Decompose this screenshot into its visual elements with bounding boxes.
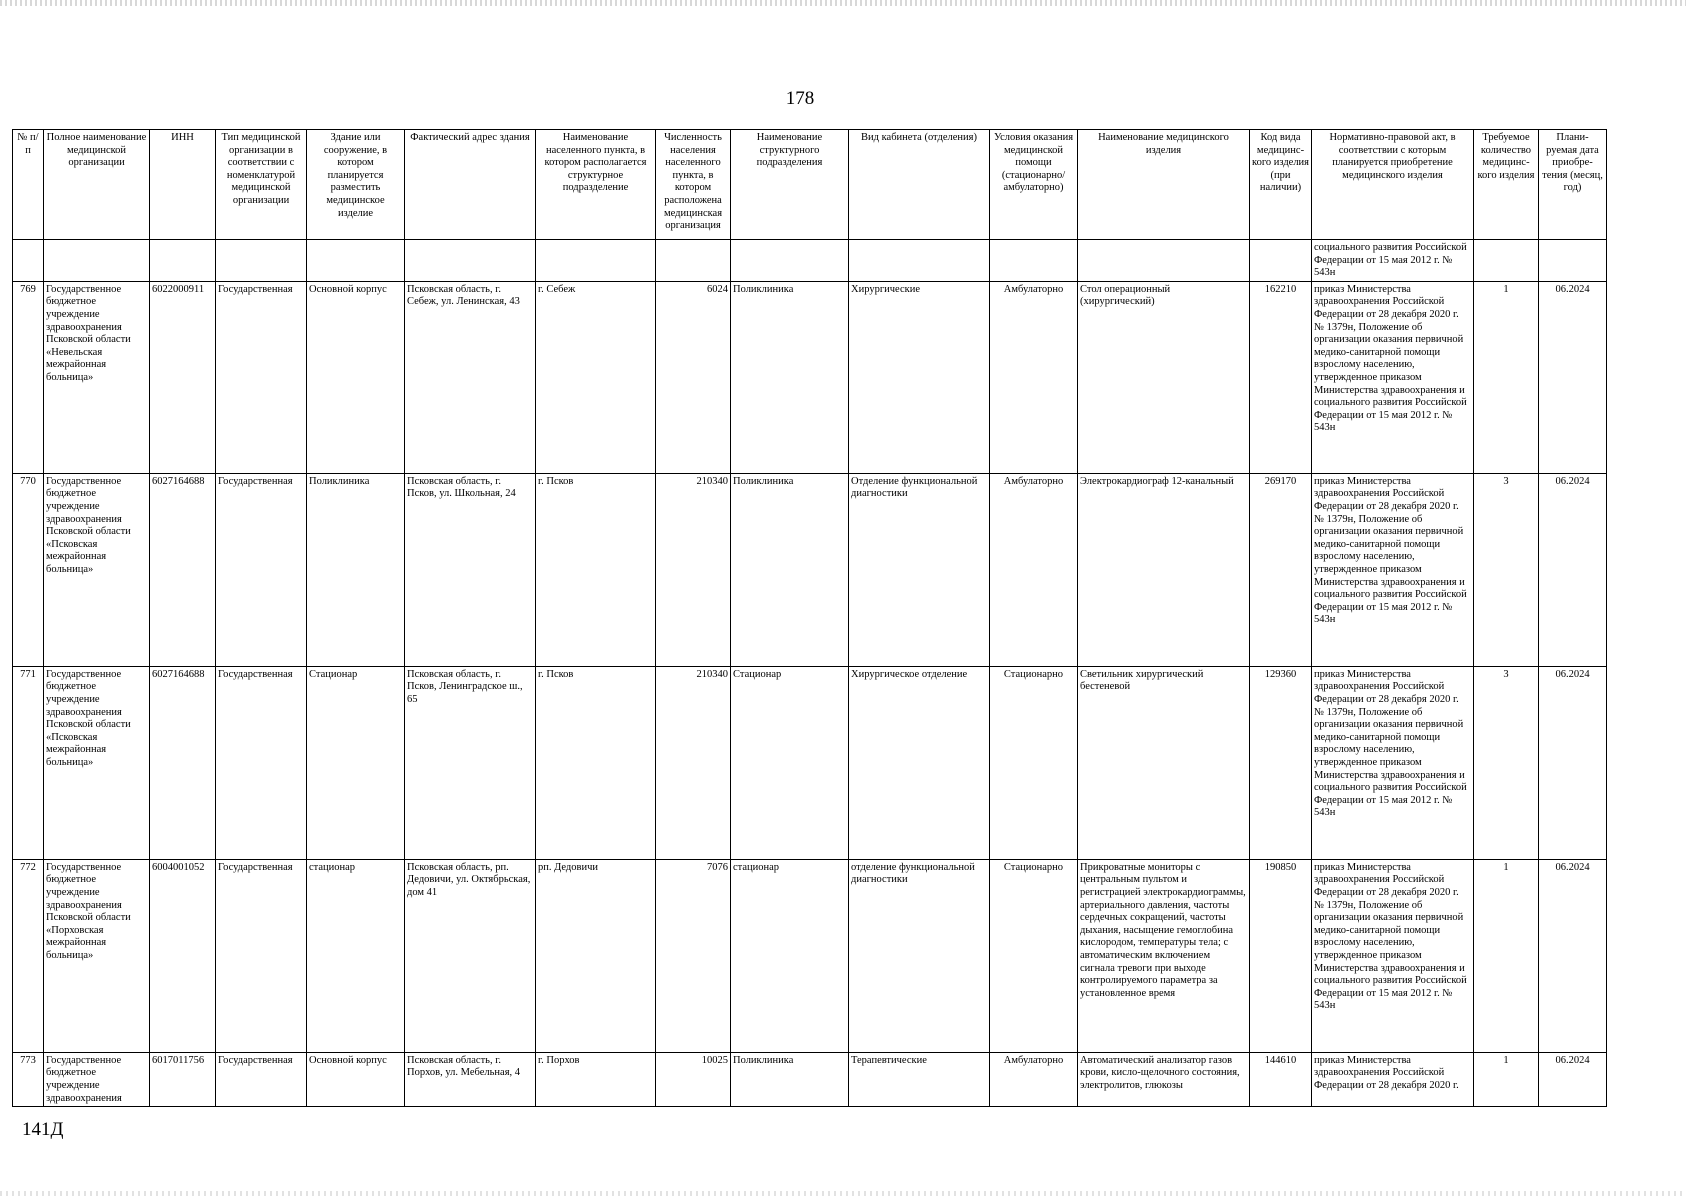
population-cell: 7076 bbox=[656, 859, 731, 1052]
device-cell: Электрокардиограф 12-канальный bbox=[1078, 473, 1250, 666]
population-cell: 10025 bbox=[656, 1052, 731, 1106]
inn-cell: 6017011756 bbox=[150, 1052, 216, 1106]
quantity-cell: 1 bbox=[1474, 281, 1539, 473]
device-code-cell: 144610 bbox=[1250, 1052, 1312, 1106]
column-header: № п/п bbox=[13, 130, 44, 240]
row-number-cell: 769 bbox=[13, 281, 44, 473]
population-cell: 210340 bbox=[656, 666, 731, 859]
cabinet-cell: Терапевтические bbox=[849, 1052, 990, 1106]
column-header: Наименование населенного пункта, в котором располагается структурное подразделение bbox=[536, 130, 656, 240]
act-cell: приказ Министерства здравоохранения Российской Федерации от 28 декабря 2020 г. bbox=[1312, 1052, 1474, 1106]
unit-cell: Поликлиника bbox=[731, 281, 849, 473]
inn-cell: 6022000911 bbox=[150, 281, 216, 473]
address-cell: Псковская область, г. Псков, ул. Школьная, 24 bbox=[405, 473, 536, 666]
column-header: Наименование структурного подразделения bbox=[731, 130, 849, 240]
date-cell: 06.2024 bbox=[1539, 666, 1607, 859]
building-cell: Основной корпус bbox=[307, 1052, 405, 1106]
table-header-row bbox=[13, 130, 1607, 240]
unit-cell: Поликлиника bbox=[731, 473, 849, 666]
column-header: Здание или сооружение, в котором планируется разместить медицинское изделие bbox=[307, 130, 405, 240]
conditions-cell: Амбулаторно bbox=[990, 1052, 1078, 1106]
locality-cell: г. Псков bbox=[536, 666, 656, 859]
cabinet-cell: отделение функциональной диагностики bbox=[849, 859, 990, 1052]
table-row bbox=[13, 281, 1607, 473]
page-number: 178 bbox=[785, 88, 815, 109]
device-cell: Светильник хирургический бестеневой bbox=[1078, 666, 1250, 859]
table-row bbox=[13, 1052, 1607, 1106]
organization-cell: Государственное бюджетное учреждение здравоохранения bbox=[44, 1052, 150, 1106]
column-header: Код вида медицинс-кого изделия (при наличии) bbox=[1250, 130, 1312, 240]
act-cell: приказ Министерства здравоохранения Российской Федерации от 28 декабря 2020 г. № 1379н, Положение об организации оказания первичной медико-санитарной помощи взрослому населению, утвержденное приказом Министерства здравоохранения и социального развития Российской Федерации от 15 мая 2012 г. № 543н bbox=[1312, 281, 1474, 473]
inn-cell: 6004001052 bbox=[150, 859, 216, 1052]
date-cell: 06.2024 bbox=[1539, 473, 1607, 666]
column-header: Вид кабинета (отделения) bbox=[849, 130, 990, 240]
locality-cell: г. Псков bbox=[536, 473, 656, 666]
act-cell: приказ Министерства здравоохранения Российской Федерации от 28 декабря 2020 г. № 1379н, Положение об организации оказания первичной медико-санитарной помощи взрослому населению, утвержденное приказом Министерства здравоохранения и социального развития Российской Федерации от 15 мая 2012 г. № 543н bbox=[1312, 473, 1474, 666]
scan-edge-top bbox=[0, 0, 1686, 6]
column-header: Плани-руемая дата приобре-тения (месяц, год) bbox=[1539, 130, 1607, 240]
unit-cell: стационар bbox=[731, 859, 849, 1052]
act-cell: социального развития Российской Федерации от 15 мая 2012 г. № 543н bbox=[1312, 240, 1474, 282]
address-cell: Псковская область, г. Псков, Ленинградское ш., 65 bbox=[405, 666, 536, 859]
building-cell: Стационар bbox=[307, 666, 405, 859]
org-type-cell: Государственная bbox=[216, 859, 307, 1052]
date-cell: 06.2024 bbox=[1539, 1052, 1607, 1106]
building-cell: стационар bbox=[307, 859, 405, 1052]
date-cell: 06.2024 bbox=[1539, 859, 1607, 1052]
column-header: Условия оказания медицинской помощи (стационарно/ амбулаторно) bbox=[990, 130, 1078, 240]
conditions-cell: Стационарно bbox=[990, 666, 1078, 859]
device-cell: Стол операционный (хирургический) bbox=[1078, 281, 1250, 473]
conditions-cell: Стационарно bbox=[990, 859, 1078, 1052]
population-cell: 6024 bbox=[656, 281, 731, 473]
device-cell: Прикроватные мониторы с центральным пультом и регистрацией электрокардиограммы, артериального давления, частоты сердечных сокращений, частоты дыхания, насыщение гемоглобина кислородом, температуры тела; с автоматическим включением сигнала тревоги при выходе контролируемого параметра за установленное время bbox=[1078, 859, 1250, 1052]
org-type-cell: Государственная bbox=[216, 281, 307, 473]
row-number-cell: 770 bbox=[13, 473, 44, 666]
organization-cell: Государственное бюджетное учреждение здравоохранения Псковской области «Порховская межрайонная больница» bbox=[44, 859, 150, 1052]
org-type-cell: Государственная bbox=[216, 473, 307, 666]
column-header: Численность населения населенного пункта, в котором расположена медицинская организация bbox=[656, 130, 731, 240]
act-cell: приказ Министерства здравоохранения Российской Федерации от 28 декабря 2020 г. № 1379н, Положение об организации оказания первичной медико-санитарной помощи взрослому населению, утвержденное приказом Министерства здравоохранения и социального развития Российской Федерации от 15 мая 2012 г. № 543н bbox=[1312, 666, 1474, 859]
device-code-cell: 190850 bbox=[1250, 859, 1312, 1052]
table-row bbox=[13, 473, 1607, 666]
org-type-cell: Государственная bbox=[216, 1052, 307, 1106]
device-code-cell: 269170 bbox=[1250, 473, 1312, 666]
cabinet-cell: Отделение функциональной диагностики bbox=[849, 473, 990, 666]
conditions-cell: Амбулаторно bbox=[990, 281, 1078, 473]
act-cell: приказ Министерства здравоохранения Российской Федерации от 28 декабря 2020 г. № 1379н, Положение об организации оказания первичной медико-санитарной помощи взрослому населению, утвержденное приказом Министерства здравоохранения и социального развития Российской Федерации от 15 мая 2012 г. № 543н bbox=[1312, 859, 1474, 1052]
address-cell: Псковская область, г. Порхов, ул. Мебельная, 4 bbox=[405, 1052, 536, 1106]
locality-cell: рп. Дедовичи bbox=[536, 859, 656, 1052]
scan-edge-bottom bbox=[0, 1191, 1686, 1196]
building-cell: Поликлиника bbox=[307, 473, 405, 666]
locality-cell: г. Себеж bbox=[536, 281, 656, 473]
table-row bbox=[13, 859, 1607, 1052]
device-code-cell: 129360 bbox=[1250, 666, 1312, 859]
inn-cell: 6027164688 bbox=[150, 666, 216, 859]
row-number-cell: 771 bbox=[13, 666, 44, 859]
cabinet-cell: Хирургическое отделение bbox=[849, 666, 990, 859]
column-header: Нормативно-правовой акт, в соответствии с которым планируется приобретение медицинского изделия bbox=[1312, 130, 1474, 240]
date-cell: 06.2024 bbox=[1539, 281, 1607, 473]
row-number-cell: 772 bbox=[13, 859, 44, 1052]
population-cell: 210340 bbox=[656, 473, 731, 666]
conditions-cell: Амбулаторно bbox=[990, 473, 1078, 666]
column-header: Тип медицинской организации в соответствии с номенклатурой медицинской организации bbox=[216, 130, 307, 240]
quantity-cell: 1 bbox=[1474, 859, 1539, 1052]
quantity-cell: 3 bbox=[1474, 473, 1539, 666]
column-header: Полное наименование медицинской организации bbox=[44, 130, 150, 240]
organization-cell: Государственное бюджетное учреждение здравоохранения Псковской области «Невельская межрайонная больница» bbox=[44, 281, 150, 473]
document-footer-code: 141Д bbox=[22, 1119, 64, 1140]
row-number-cell: 773 bbox=[13, 1052, 44, 1106]
quantity-cell: 1 bbox=[1474, 1052, 1539, 1106]
column-header: Фактический адрес здания bbox=[405, 130, 536, 240]
address-cell: Псковская область, г. Себеж, ул. Ленинская, 43 bbox=[405, 281, 536, 473]
cabinet-cell: Хирургические bbox=[849, 281, 990, 473]
continuation-row bbox=[13, 240, 1607, 282]
device-code-cell: 162210 bbox=[1250, 281, 1312, 473]
organization-cell: Государственное бюджетное учреждение здравоохранения Псковской области «Псковская межрайонная больница» bbox=[44, 473, 150, 666]
locality-cell: г. Порхов bbox=[536, 1052, 656, 1106]
unit-cell: Поликлиника bbox=[731, 1052, 849, 1106]
column-header: Требуемое количество медицинс-кого изделия bbox=[1474, 130, 1539, 240]
address-cell: Псковская область, рп. Дедовичи, ул. Октябрьская, дом 41 bbox=[405, 859, 536, 1052]
unit-cell: Стационар bbox=[731, 666, 849, 859]
inn-cell: 6027164688 bbox=[150, 473, 216, 666]
device-cell: Автоматический анализатор газов крови, кисло-щелочного состояния, электролитов, глюкозы bbox=[1078, 1052, 1250, 1106]
org-type-cell: Государственная bbox=[216, 666, 307, 859]
organization-cell: Государственное бюджетное учреждение здравоохранения Псковской области «Псковская межрайонная больница» bbox=[44, 666, 150, 859]
medical-equipment-table bbox=[12, 129, 1607, 1107]
building-cell: Основной корпус bbox=[307, 281, 405, 473]
column-header: Наименование медицинского изделия bbox=[1078, 130, 1250, 240]
column-header: ИНН bbox=[150, 130, 216, 240]
quantity-cell: 3 bbox=[1474, 666, 1539, 859]
table-row bbox=[13, 666, 1607, 859]
